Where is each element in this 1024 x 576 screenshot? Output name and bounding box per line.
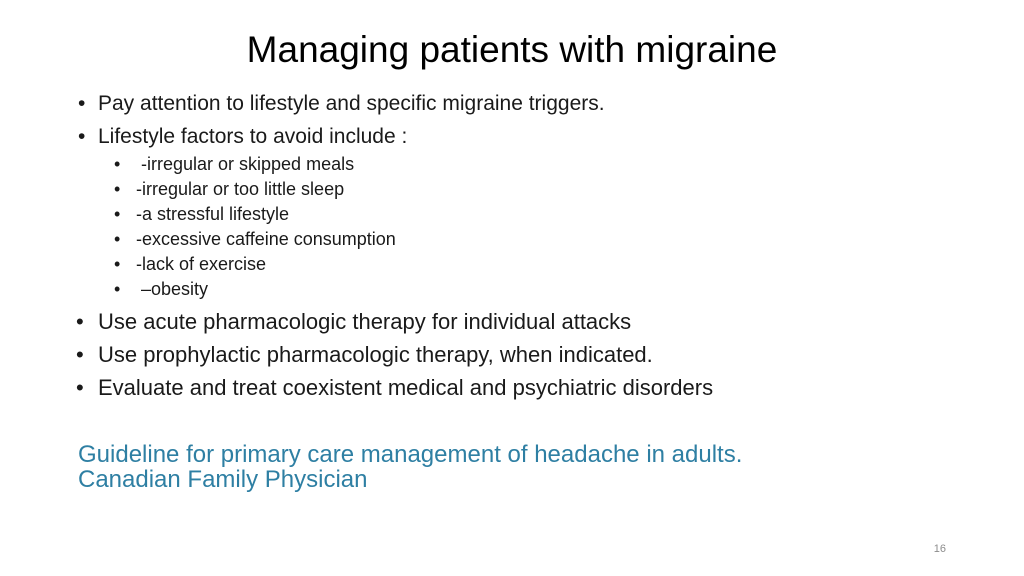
bullet-marker: • bbox=[76, 309, 84, 334]
sub-bullet-text: -lack of exercise bbox=[136, 254, 267, 274]
sub-bullet-text: -excessive caffeine consumption bbox=[136, 229, 396, 249]
page-number: 16 bbox=[933, 543, 946, 555]
bullet-marker: • bbox=[76, 375, 84, 400]
bullet-item bbox=[78, 123, 407, 151]
sub-bullet-text: -irregular or skipped meals bbox=[136, 154, 355, 174]
bullet-text: Pay attention to lifestyle and specific migraine triggers. bbox=[98, 92, 605, 115]
bullet-item bbox=[76, 307, 631, 337]
bullet-marker: • bbox=[114, 279, 121, 299]
sub-bullet-item bbox=[114, 227, 396, 251]
sub-bullet-text: -irregular or too little sleep bbox=[136, 179, 345, 199]
sub-bullet-text: -a stressful lifestyle bbox=[136, 204, 290, 224]
bullet-text: Use prophylactic pharmacologic therapy, when indicated. bbox=[98, 342, 653, 367]
bullet-item bbox=[78, 90, 605, 118]
sub-bullet-item bbox=[114, 152, 354, 176]
sub-bullet-item bbox=[114, 277, 208, 301]
bullet-marker: • bbox=[76, 342, 84, 367]
bullet-text: Evaluate and treat coexistent medical and psychiatric disorders bbox=[98, 375, 714, 400]
bullet-marker: • bbox=[114, 229, 121, 249]
bullet-marker: • bbox=[114, 154, 121, 174]
citation bbox=[78, 442, 742, 492]
sub-bullet-text: –obesity bbox=[136, 279, 209, 299]
citation-journal: Canadian Family Physician bbox=[78, 466, 368, 493]
sub-bullet-item bbox=[114, 202, 289, 226]
bullet-text: Lifestyle factors to avoid include : bbox=[98, 125, 408, 148]
bullet-item bbox=[76, 340, 653, 370]
bullet-marker: • bbox=[114, 254, 121, 274]
bullet-marker: • bbox=[114, 179, 121, 199]
bullet-marker: • bbox=[114, 204, 121, 224]
bullet-item bbox=[76, 373, 713, 403]
sub-bullet-item bbox=[114, 177, 344, 201]
bullet-marker: • bbox=[78, 92, 86, 115]
sub-bullet-item bbox=[114, 252, 266, 276]
citation-title: Guideline for primary care management of headache in adults. bbox=[78, 441, 743, 468]
slide-title: Managing patients with migraine bbox=[246, 29, 778, 70]
bullet-marker: • bbox=[78, 125, 86, 148]
bullet-text: Use acute pharmacologic therapy for individual attacks bbox=[98, 309, 632, 334]
